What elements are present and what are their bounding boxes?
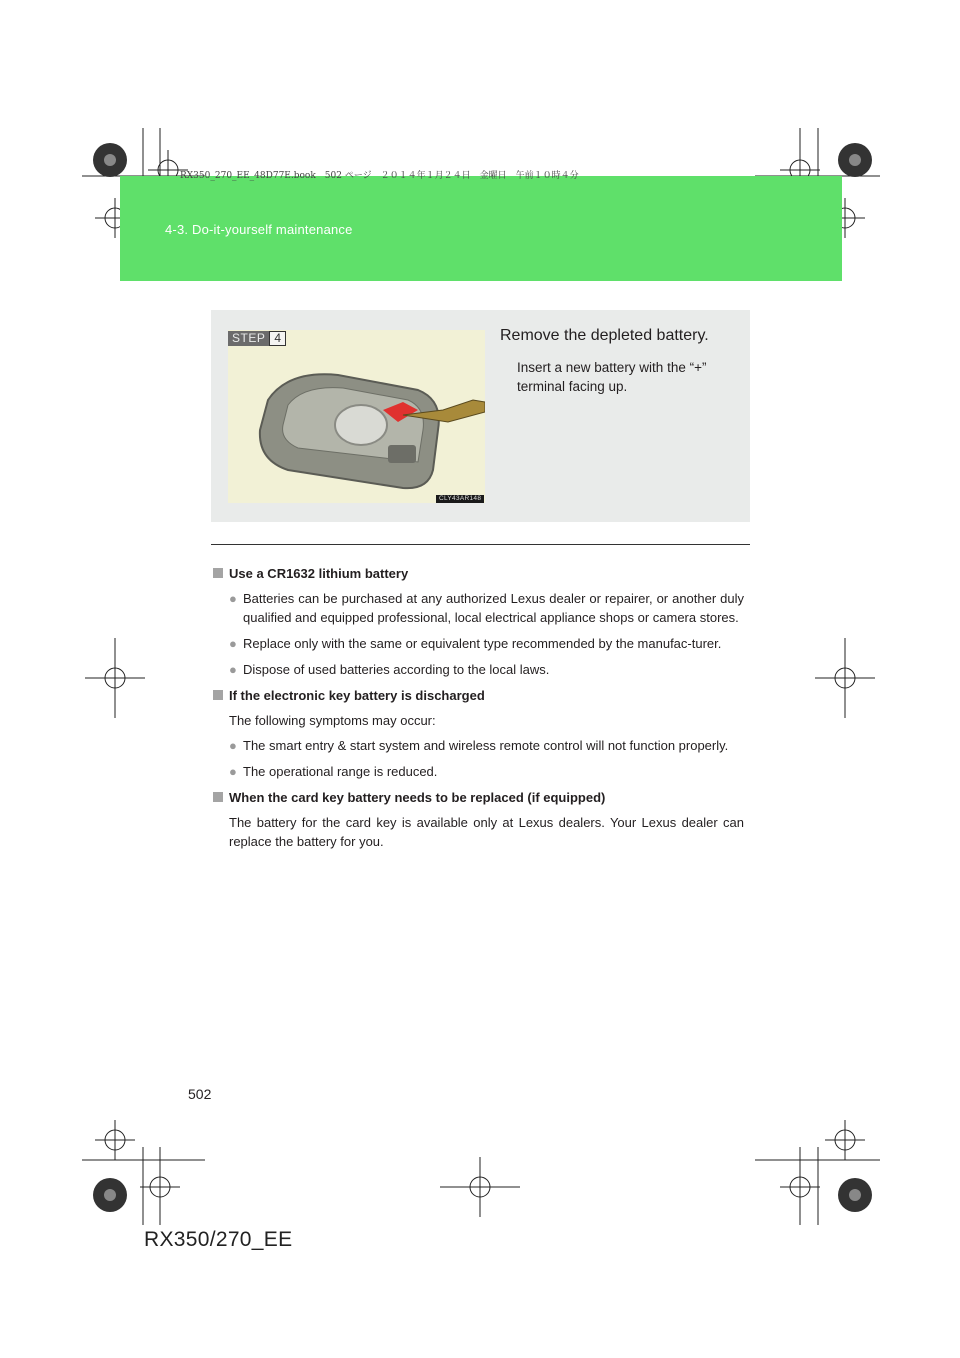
list-item xyxy=(213,634,744,653)
step-panel xyxy=(211,310,750,522)
square-bullet-icon xyxy=(213,568,223,578)
note-heading xyxy=(213,564,744,583)
note-heading-text: Use a CR1632 lithium battery xyxy=(229,566,409,581)
step-title: Remove the depleted battery. xyxy=(500,327,709,344)
list-item-text: Dispose of used batteries according to the local laws. xyxy=(243,662,550,677)
note-heading-text: When the card key battery needs to be replaced (if equipped) xyxy=(229,790,606,805)
note-heading xyxy=(213,686,744,705)
list-item-text: The operational range is reduced. xyxy=(243,764,438,779)
note-paragraph: The battery for the card key is available only at Lexus dealers. Your Lexus dealer can replace the battery for you. xyxy=(229,815,744,849)
list-item xyxy=(213,762,744,781)
list-item-text: Replace only with the same or equivalent type recommended by the manufac-turer. xyxy=(243,636,722,651)
square-bullet-icon xyxy=(213,690,223,700)
step-note: Insert a new battery with the “+” terminal facing up. xyxy=(517,360,707,394)
key-battery-illustration xyxy=(228,330,485,503)
notes-section xyxy=(213,564,744,857)
note-heading xyxy=(213,788,744,807)
list-item-text: Batteries can be purchased at any authorized Lexus dealer or repairer, or another duly qualified and equipped professional, local electrical appliance shops or camera stores. xyxy=(243,591,744,625)
image-code: CLY43AR148 xyxy=(436,495,484,503)
list-item xyxy=(213,736,744,755)
list-item xyxy=(213,589,744,627)
divider xyxy=(211,544,750,545)
dot-bullet-icon: ● xyxy=(229,662,237,677)
square-bullet-icon xyxy=(213,792,223,802)
note-intro: The following symptoms may occur: xyxy=(229,713,436,728)
list-item-text: The smart entry & start system and wireless remote control will not function properly. xyxy=(243,738,729,753)
print-metadata: RX350_270_EE_48D77E.book 502 ページ ２０１４年１月２４日 金曜日 午前１０時４分 xyxy=(180,171,579,181)
list-item xyxy=(213,660,744,679)
model-code: RX350/270_EE xyxy=(144,1228,293,1251)
step-badge xyxy=(228,331,286,346)
dot-bullet-icon: ● xyxy=(229,738,237,753)
dot-bullet-icon: ● xyxy=(229,591,237,606)
section-title: 4-3. Do-it-yourself maintenance xyxy=(165,222,353,237)
dot-bullet-icon: ● xyxy=(229,764,237,779)
page-number: 502 xyxy=(188,1086,212,1102)
step-label: STEP xyxy=(228,331,269,346)
note-heading-text: If the electronic key battery is discharged xyxy=(229,688,485,703)
dot-bullet-icon: ● xyxy=(229,636,237,651)
step-number: 4 xyxy=(269,331,286,346)
